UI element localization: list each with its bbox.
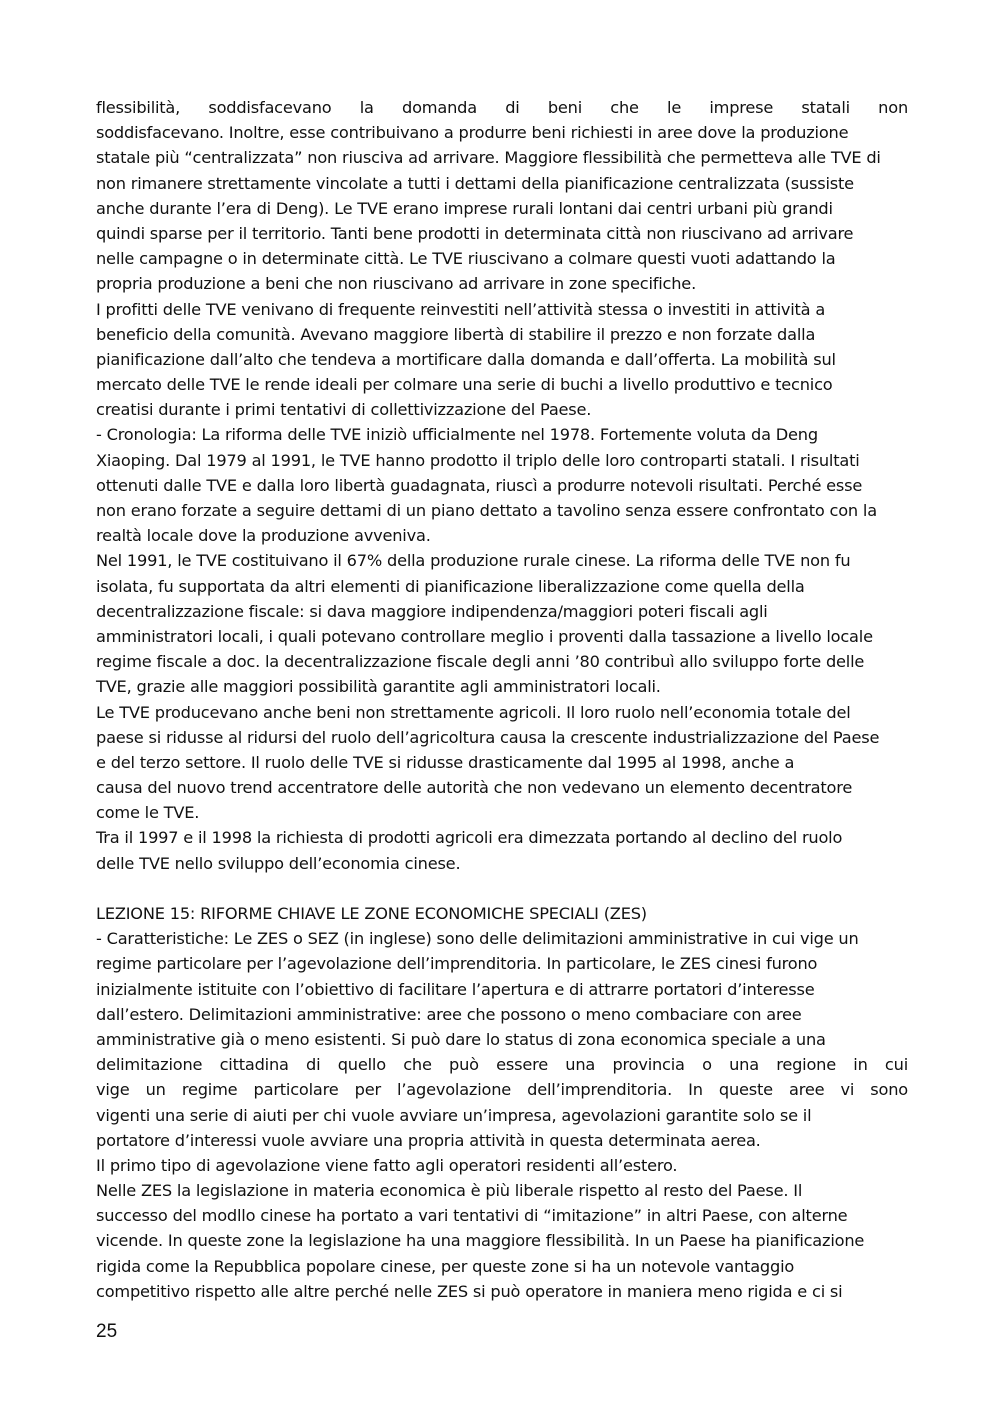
text-line: non erano forzate a seguire dettami di un piano dettato a tavolino senza essere confrontato con la	[96, 501, 877, 520]
text-line: regime fiscale a doc. la decentralizzazione fiscale degli anni ’80 contribuì allo sviluppo forte delle	[96, 652, 865, 672]
text-line: delimitazione cittadina di quello che può essere una provincia o una regione in cui	[96, 1055, 908, 1075]
text-line: beneficio della comunità. Avevano maggiore libertà di stabilire il prezzo e non forzate dalla	[96, 324, 816, 344]
text-line: causa del nuovo trend accentratore delle autorità che non vedevano un elemento decentratore	[96, 778, 853, 798]
text-line: non rimanere strettamente vincolate a tutti i dettami della pianificazione centralizzata (sussiste	[96, 173, 854, 193]
text-line: e del terzo settore. Il ruolo delle TVE si ridusse drasticamente dal 1995 al 1998, anche a	[96, 752, 795, 772]
text-line: Xiaoping. Dal 1979 al 1991, le TVE hanno prodotto il triplo delle loro controparti statali. I risultati	[96, 450, 860, 470]
text-line: soddisfacevano. Inoltre, esse contribuivano a produrre beni richiesti in aree dove la produzione	[96, 123, 849, 143]
text-line: mercato delle TVE le rende ideali per colmare una serie di buchi a livello produttivo e tecnico	[96, 375, 833, 395]
text-line: come le TVE.	[96, 803, 200, 823]
text-line: competitivo rispetto alle altre perché nelle ZES si può operatore in maniera meno rigida e ci si	[96, 1281, 843, 1301]
text-line: LEZIONE 15: RIFORME CHIAVE LE ZONE ECONOMICHE SPECIALI (ZES)	[96, 904, 647, 923]
text-line: decentralizzazione fiscale: si dava maggiore indipendenza/maggiori poteri fiscali agli	[96, 601, 768, 621]
text-line: amministrative già o meno esistenti. Si può dare lo status di zona economica speciale a una	[96, 1029, 826, 1049]
text-line: Nelle ZES la legislazione in materia economica è più liberale rispetto al resto del Paese. Il	[96, 1181, 803, 1201]
text-line: portatore d’interessi vuole avviare una propria attività in questa determinata aerea.	[96, 1130, 761, 1150]
text-line: isolata, fu supportata da altri elementi di pianificazione liberalizzazione come quella della	[96, 576, 805, 596]
text-line: pianificazione dall’alto che tendeva a mortificare dalla domanda e dall’offerta. La mobilità sul	[96, 349, 836, 369]
text-line: amministratori locali, i quali potevano controllare meglio i proventi dalla tassazione a livello locale	[96, 626, 873, 646]
text-line: inizialmente istituite con l’obiettivo di facilitare l’apertura e di attrarre portatori d’interesse	[96, 979, 815, 999]
text-line: anche durante l’era di Deng). Le TVE erano imprese rurali lontani dai centri urbani più grandi	[96, 198, 833, 218]
text-line: quindi sparse per il territorio. Tanti bene prodotti in determinata città non riuscivano ad arrivare	[96, 223, 854, 243]
text-line: creatisi durante i primi tentativi di collettivizzazione del Paese.	[96, 400, 592, 420]
text-line: flessibilità, soddisfacevano la domanda di beni che le imprese statali non	[96, 98, 908, 117]
text-line: paese si ridusse al ridursi del ruolo dell’agricoltura causa la crescente industrializzazione del Paese	[96, 727, 880, 747]
text-line: ottenuti dalle TVE e dalla loro libertà guadagnata, riuscì a produrre notevoli risultati. Perché esse	[96, 475, 863, 495]
text-line: vigenti una serie di aiuti per chi vuole avviare un’impresa, agevolazioni garantite solo se il	[96, 1105, 812, 1125]
text-line: nelle campagne o in determinate città. Le TVE riuscivano a colmare questi vuoti adattando la	[96, 249, 836, 269]
text-line: successo del modllo cinese ha portato a vari tentativi di “imitazione” in altri Paese, con alterne	[96, 1206, 848, 1226]
text-line: Le TVE producevano anche beni non strettamente agricoli. Il loro ruolo nell’economia totale del	[96, 702, 851, 722]
blank-line	[96, 876, 908, 901]
text-line: dall’estero. Delimitazioni amministrative: aree che possono o meno combaciare con aree	[96, 1004, 802, 1024]
text-line: realtà locale dove la produzione avveniva.	[96, 526, 431, 546]
text-line: regime particolare per l’agevolazione dell’imprenditoria. In particolare, le ZES cinesi furono	[96, 954, 818, 974]
text-line: TVE, grazie alle maggiori possibilità garantite agli amministratori locali.	[96, 677, 661, 697]
text-line: propria produzione a beni che non riuscivano ad arrivare in zone specifiche.	[96, 274, 697, 294]
text-line: I profitti delle TVE venivano di frequente reinvestiti nell’attività stessa o investiti in attività a	[96, 299, 826, 319]
text-line: delle TVE nello sviluppo dell’economia cinese.	[96, 853, 461, 873]
text-line: vicende. In queste zone la legislazione ha una maggiore flessibilità. In un Paese ha pianificazione	[96, 1231, 865, 1251]
text-line: Il primo tipo di agevolazione viene fatto agli operatori residenti all’estero.	[96, 1155, 678, 1175]
text-line: statale più “centralizzata” non riusciva ad arrivare. Maggiore flessibilità che permetteva alle TVE di	[96, 148, 881, 168]
body-text	[96, 95, 908, 1304]
text-line: vige un regime particolare per l’agevolazione dell’imprenditoria. In queste aree vi sono	[96, 1080, 908, 1100]
text-line: rigida come la Repubblica popolare cinese, per queste zone si ha un notevole vantaggio	[96, 1256, 795, 1276]
text-line: - Caratteristiche: Le ZES o SEZ (in inglese) sono delle delimitazioni amministrative in cui vige un	[96, 929, 859, 949]
text-line: Nel 1991, le TVE costituivano il 67% della produzione rurale cinese. La riforma delle TVE non fu	[96, 551, 851, 571]
text-line: Tra il 1997 e il 1998 la richiesta di prodotti agricoli era dimezzata portando al declino del ruolo	[96, 828, 843, 848]
page-number: 25	[96, 1321, 118, 1342]
text-line: - Cronologia: La riforma delle TVE iniziò ufficialmente nel 1978. Fortemente voluta da Deng	[96, 425, 818, 445]
